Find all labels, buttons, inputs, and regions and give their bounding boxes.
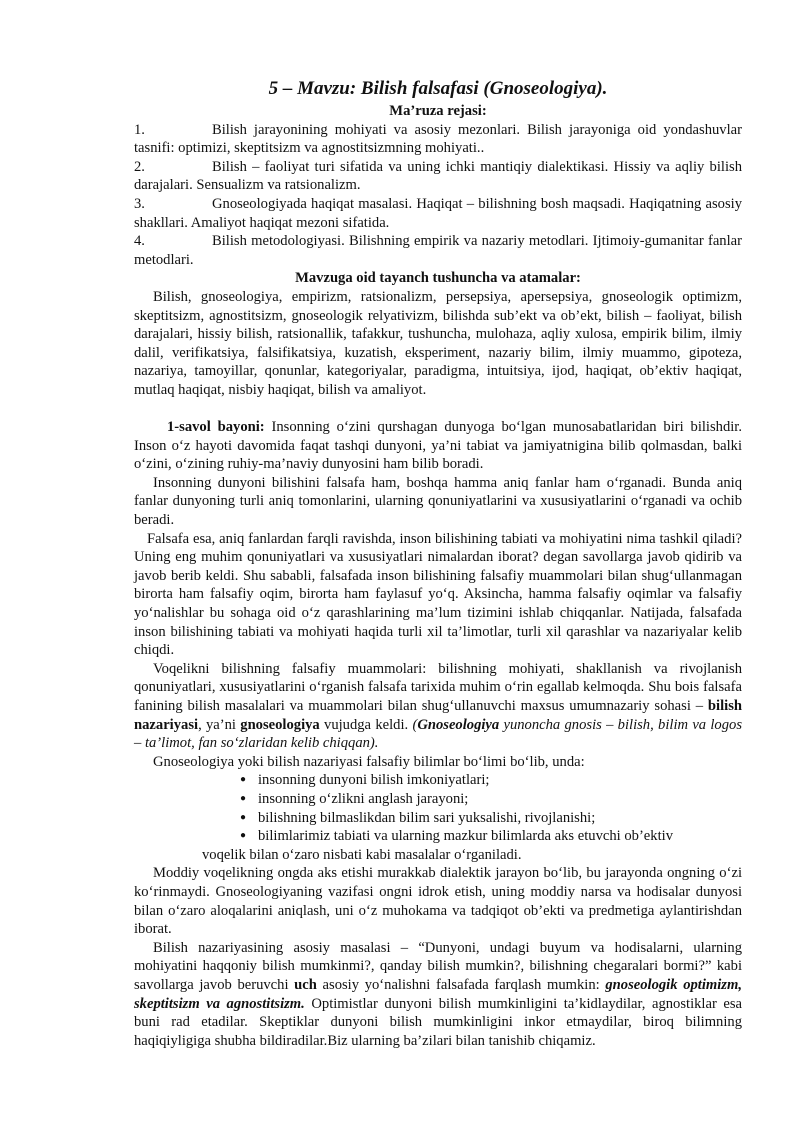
list-item: ● bilimlarimiz tabiati va ularning mazkur bilimlarda aks etuvchi ob’ektiv [240,827,742,846]
etymology-open: ( [412,716,418,733]
plan-item [134,195,742,232]
plan-item [134,158,742,195]
term-uch: uch [294,976,317,993]
plan-item [134,121,742,158]
plan-item-number: 4. [134,233,145,250]
text-run: Bilish nazariyasining asosiy masalasi – “Dunyoni, undagi buyum va hodisalarni, ularning mohiyatini haqqoniy bilish mumkinmi?, qanday bilish mumkin?, bilishning chegaralari bormi?” kabi savollarga javob beruvchi [134,939,742,993]
plan-item-number: 1. [134,121,145,138]
text-run: Optimistlar dunyoni bilish mumkinligini ta’kidlaydilar, agnostiklar esa buni rad etadilar. Skeptiklar dunyoni bilish mumkinligini inkor etmaydilar, biroq bilimning haqiqiyligiga shubha bildiradilar.Biz ularning ba’zilari bilan tanishib chiqamiz. [134,995,743,1049]
body-paragraph-4 [134,660,742,753]
plan-item-number: 2. [134,158,145,175]
list-item: ● insonning dunyoni bilish imkoniyatlari; [240,771,742,790]
text-run: , ya’ni [198,716,241,733]
text-run: Voqelikni bilishning falsafiy muammolari: bilishning mohiyati, shakllanish va rivojlanish qonuniyatlari, xususiyatlarini o‘rganish falsafa tarixida muhim o‘rin egallab kelmoqda. Shu bois falsafa fanining bilish masalalari va muammolari bilan shug‘ullanuvchi maxsus umumnazariy sohasi – [134,660,742,714]
body-paragraph-5: Gnoseologiya yoki bilish nazariyasi falsafiy bilimlar bo‘limi bo‘lib, unda: [153,753,585,770]
body-paragraph-2: Insonning dunyoni bilishini falsafa ham, boshqa hamma aniq fanlar ham o‘rganadi. Bunda aniq fanlar dunyoning turli aniq tomonlarini, ularning qonuniyatlarini va xususiyatlarini o‘rganadi va ochib beradi. [134,474,742,529]
plan-item-text: Bilish – faoliyat turi sifatida va uning ichki mantiqiy dialektikasi. Hissiy va aqliy bilish darajalari. Sensualizm va ratsionalizm. [134,158,742,194]
terms-paragraph: Bilish, gnoseologiya, empirizm, ratsionalizm, persepsiya, apersepsiya, gnoseologik optimizm, skeptitsizm, agnostitsizm, gnoseologik relyativizm, bilishda sub’ekt va ob’ekt, bilish – faoliyat, bilish darajalari, hissiy bilish, ratsionallik, tafakkur, tushuncha, mulohaza, aqliy xulosa, empirik bilim, ilmiy dalil, verifikatsiya, falsifikatsiya, kuzatish, eksperiment, nazariy bilim, ilmiy muammo, gipoteza, nazariya, tamoyillar, qonunlar, kategoriyalar, paradigma, intuitsiya, ijod, haqiqat, ob’ektiv haqiqat, mutlaq haqiqat, nisbiy haqiqat, bilish va amaliyot. [134,288,742,398]
plan-item [134,232,742,269]
body-paragraph-3: Falsafa esa, aniq fanlardan farqli ravishda, inson bilishining tabiati va mohiyatini nima tashkil qiladi? Uning eng muhim qonuniyatlari va xususiyatlari nimalardan iborat? degan savollarga javob qidirib va javob berib keldi. Shu sababli, falsafada inson bilishining falsafiy muammolari bilan shug‘ullanmagan birorta ham falsafiy oqim, birorta ham faylasuf yo‘q. Aksincha, hamma falsafiy oqimlar va falsafiy yo‘nalishlar bu sohaga oid o‘z qarashlarining ma’lum tizimini ishlab chiqqanlar. Natijada, falsafada inson bilishining tabiati va mohiyati haqida turli xil ta’limotlar, turli xil qarashlar va nazariyalar kelib chiqdi. [134,530,742,659]
list-item: ● insonning o‘zlikni anglash jarayoni; [240,790,742,809]
term-directions: gnoseologik optimizm, skeptitsizm va agnostitsizm. [134,976,742,1012]
list-continuation: voqelik bilan o‘zaro nisbati kabi masalalar o‘rganiladi. [202,846,522,863]
term-gnoseologiya: gnoseologiya [240,716,320,733]
body-paragraph-6: Moddiy voqelikning ongda aks etishi murakkab dialektik jarayon bo‘lib, bu jarayonda ongning o‘zi ko‘rinmaydi. Gnoseologiyaning vazifasi ongni idrok etish, uning moddiy narsa va hodisalar dunyosi bilan o‘zaro aloqalarini aniqlash, uni o‘z muhokama va tadqiqot ob’ekti va predmetiga aylantirishdan iborat. [134,865,742,938]
topics-list [134,771,742,845]
document-page [134,76,742,1050]
page-title: 5 – Mavzu: Bilish falsafasi (Gnoseologiya). [268,78,608,99]
plan-item-number: 3. [134,195,145,212]
terms-heading: Mavzuga oid tayanch tushuncha va atamalar: [295,270,581,287]
plan-item-text: Gnoseologiyada haqiqat masalasi. Haqiqat – bilishning bosh maqsadi. Haqiqatning asosiy shakllari. Amaliyot haqiqat mezoni sifatida. [134,195,742,231]
list-item: ● bilishning bilmaslikdan bilim sari yuksalishi, rivojlanishi; [240,809,742,828]
plan-item-text: Bilish jarayonining mohiyati va asosiy mezonlari. Bilish jarayoniga oid yondashuvlar tasnifi: optimizi, skeptitsizm va agnostitsizmning mohiyati.. [134,121,742,157]
body-paragraph-7 [134,939,742,1051]
etymology-term: Gnoseologiya [417,716,500,733]
plan-heading: Ma’ruza rejasi: [389,103,487,119]
plan-item-text: Bilish metodologiyasi. Bilishning empirik va nazariy metodlari. Ijtimoiy-gumanitar fanlar metodlari. [134,233,742,268]
etymology-text: yunoncha gnosis – bilish, bilim va logos – ta’limot, fan so‘zlaridan kelib chiqqan). [134,716,742,752]
text-run: vujudga keldi. [319,716,413,733]
term-bilish-nazariyasi: bilish nazariyasi [134,698,742,733]
question-1-paragraph [134,418,742,474]
question-1-text: Insonning o‘zini qurshagan dunyoga bo‘lgan munosabatlaridan biri bilishdir. Inson o‘z hayoti davomida faqat tashqi dunyoni, ya’ni tabiat va jamiyatnigina bilib qolmasdan, balki o‘zini, o‘zining ruhiy-ma’naviy dunyosini ham bilib boradi. [134,419,743,473]
text-run: asosiy yo‘nalishni falsafada farqlash mumkin: [316,976,606,993]
question-1-label: 1-savol bayoni: [167,419,265,436]
